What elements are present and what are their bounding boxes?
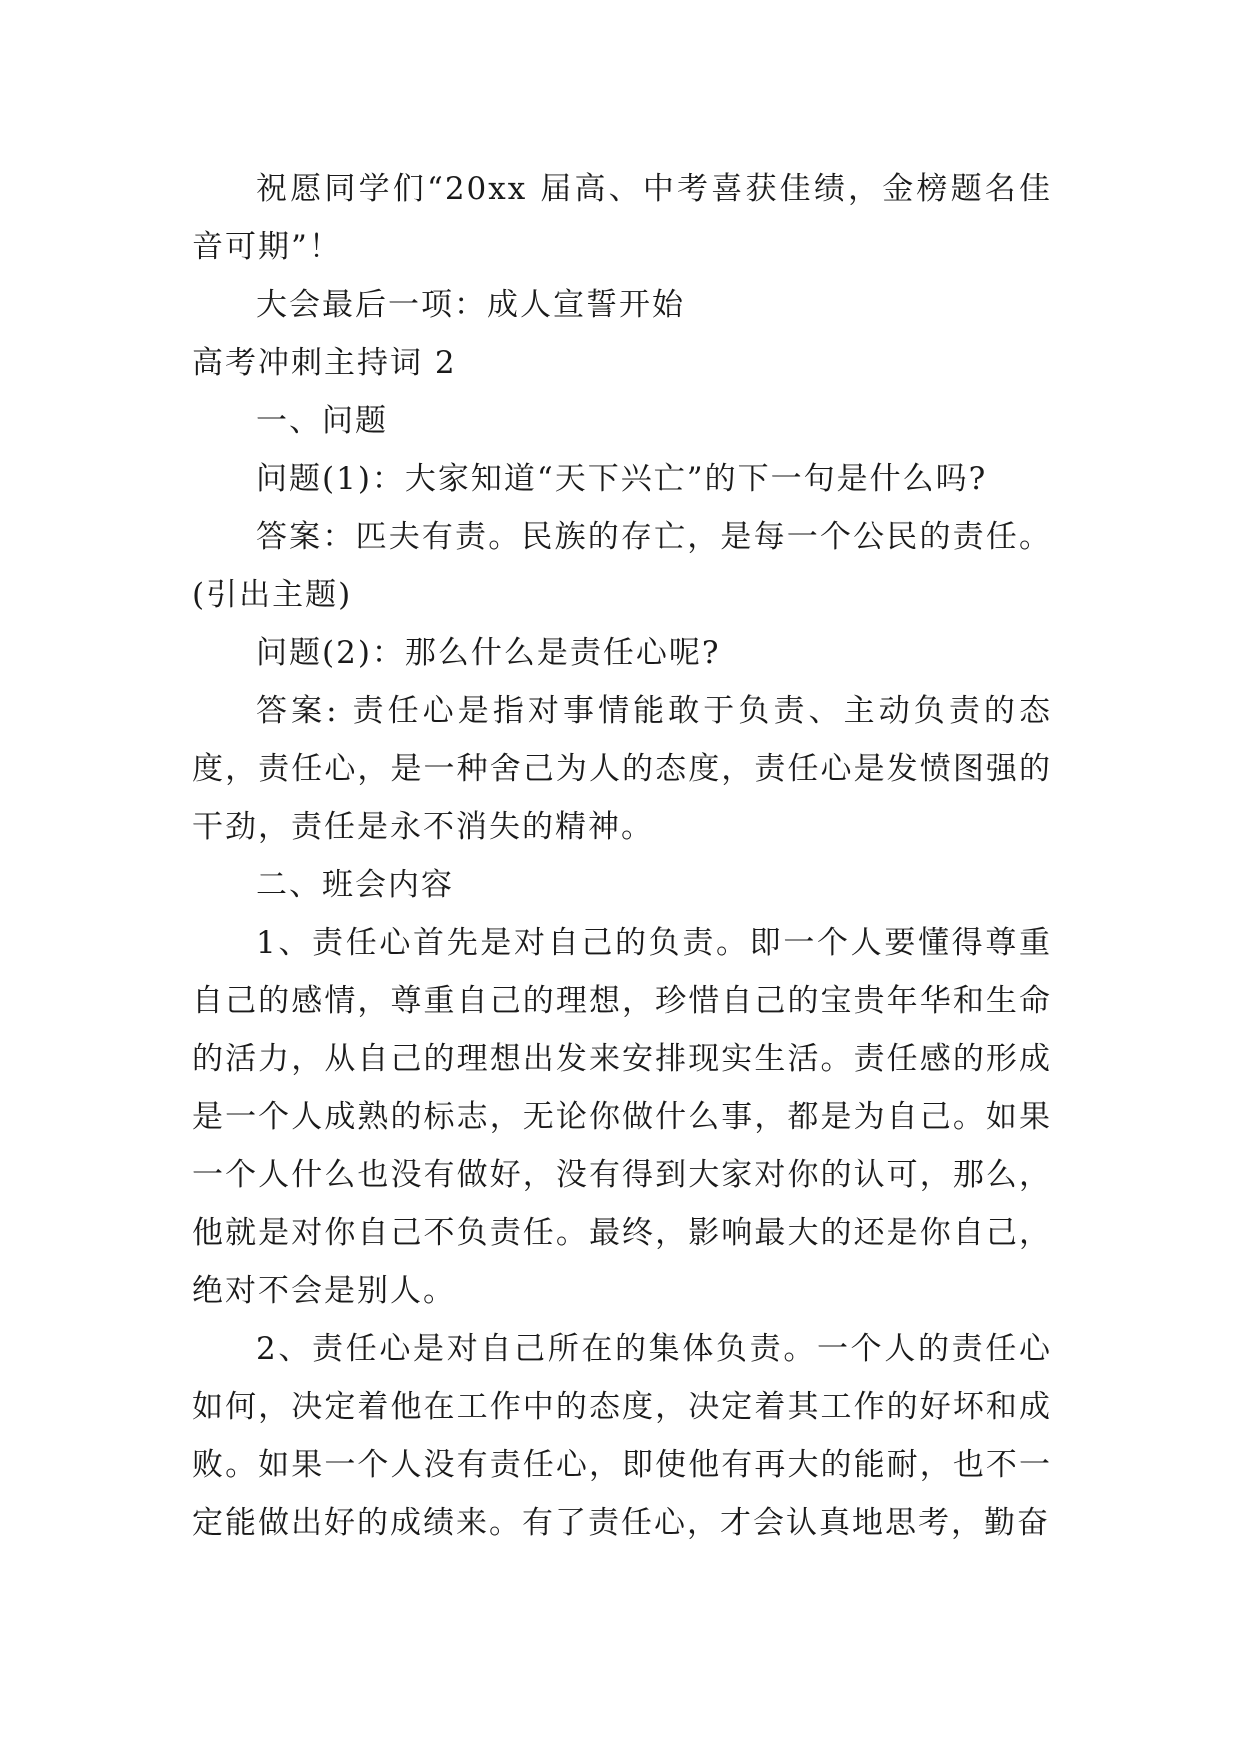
- section-heading-host-script-2: 高考冲刺主持词 2: [192, 345, 457, 381]
- paragraph-answer-1: 答案：匹夫有责。民族的存亡，是每一个公民的责任。(引出主题): [192, 519, 1052, 613]
- paragraph-wishes: 祝愿同学们“20xx 届高、中考喜获佳绩，金榜题名佳音可期”！: [192, 171, 1052, 265]
- paragraph-point-2: 2、责任心是对自己所在的集体负责。一个人的责任心如何，决定着他在工作中的态度，决定着其工作的好坏和成败。如果一个人没有责任心，即使他有再大的能耐，也不一定能做出好的成绩来。有了责任心，才会认真地思考，勤奋: [192, 1331, 1052, 1541]
- paragraph-final-item: 大会最后一项：成人宣誓开始: [256, 287, 685, 323]
- paragraph-question-1: 问题(1)：大家知道“天下兴亡”的下一句是什么吗?: [256, 461, 988, 497]
- subheading-class-meeting-content: 二、班会内容: [256, 867, 454, 903]
- paragraph-question-2: 问题(2)：那么什么是责任心呢?: [256, 635, 721, 671]
- document-body: [192, 160, 1052, 1552]
- paragraph-answer-2: 答案: 责任心是指对事情能敢于负责、主动负责的态度，责任心，是一种舍己为人的态度，责任心是发愤图强的干劲，责任是永不消失的精神。: [192, 693, 1052, 845]
- paragraph-point-1: 1、责任心首先是对自己的负责。即一个人要懂得尊重自己的感情，尊重自己的理想，珍惜自己的宝贵年华和生命的活力，从自己的理想出发来安排现实生活。责任感的形成是一个人成熟的标志，无论你做什么事，都是为自己。如果一个人什么也没有做好，没有得到大家对你的认可，那么，他就是对你自己不负责任。最终，影响最大的还是你自己，绝对不会是别人。: [192, 925, 1052, 1309]
- subheading-questions: 一、问题: [256, 403, 388, 439]
